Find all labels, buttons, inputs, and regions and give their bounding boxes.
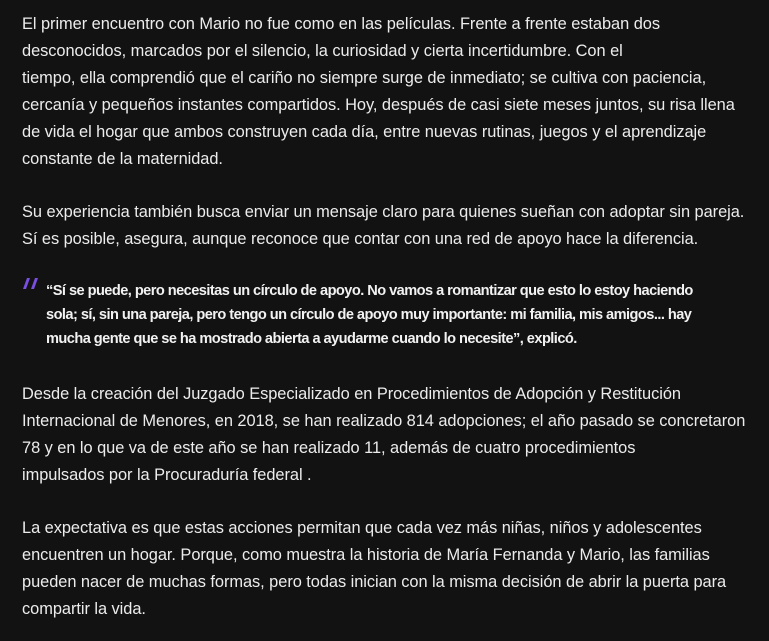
text-line: cercanía y pequeños instantes compartidos. Hoy, después de casi siete meses juntos, su risa llena xyxy=(22,96,735,114)
text-line: desconocidos, marcados por el silencio, la curiosidad y cierta incertidumbre. Con el xyxy=(22,42,623,60)
paragraph-2 xyxy=(22,199,747,253)
text-line: 78 y en lo que va de este año se han realizado 11, además de cuatro procedimientos xyxy=(22,439,636,457)
quote-line: “Sí se puede, pero necesitas un círculo de apoyo. No vamos a romantizar que esto lo estoy haciendo xyxy=(46,283,693,299)
text-line: El primer encuentro con Mario no fue como en las películas. Frente a frente estaban dos xyxy=(22,15,660,33)
text-line: pueden nacer de muchas formas, pero todas inician con la misma decisión de abrir la puerta para xyxy=(22,573,727,591)
paragraph-3 xyxy=(22,381,747,489)
quote-line: sola; sí, sin una pareja, pero tengo un círculo de apoyo muy importante: mi familia, mis amigos... hay xyxy=(46,307,692,323)
text-line: encuentren un hogar. Porque, como muestra la historia de María Fernanda y Mario, las familias xyxy=(22,546,710,564)
text-line: impulsados por la Procuraduría federal . xyxy=(22,466,312,484)
text-line: tiempo, ella comprendió que el cariño no siempre surge de inmediato; se cultiva con paciencia, xyxy=(22,69,707,87)
text-line: La expectativa es que estas acciones permitan que cada vez más niñas, niños y adolescentes xyxy=(22,519,702,537)
quote-mark-icon xyxy=(22,276,40,298)
quote-line: mucha gente que se ha mostrado abierta a ayudarme cuando lo necesite”, explicó. xyxy=(46,331,577,347)
text-line: compartir la vida. xyxy=(22,600,146,618)
paragraph-1 xyxy=(22,11,747,173)
paragraph-4 xyxy=(22,515,747,623)
text-line: de vida el hogar que ambos construyen cada día, entre nuevas rutinas, juegos y el aprendizaje xyxy=(22,123,707,141)
quote-text xyxy=(46,279,747,351)
text-line: Su experiencia también busca enviar un mensaje claro para quienes sueñan con adoptar sin pareja. xyxy=(22,203,745,221)
text-line: Desde la creación del Juzgado Especializado en Procedimientos de Adopción y Restitución xyxy=(22,385,681,403)
text-line: Sí es posible, asegura, aunque reconoce que contar con una red de apoyo hace la diferencia. xyxy=(22,230,699,248)
text-line: constante de la maternidad. xyxy=(22,150,223,168)
pull-quote xyxy=(22,279,747,351)
text-line: Internacional de Menores, en 2018, se han realizado 814 adopciones; el año pasado se concretaron xyxy=(22,412,746,430)
